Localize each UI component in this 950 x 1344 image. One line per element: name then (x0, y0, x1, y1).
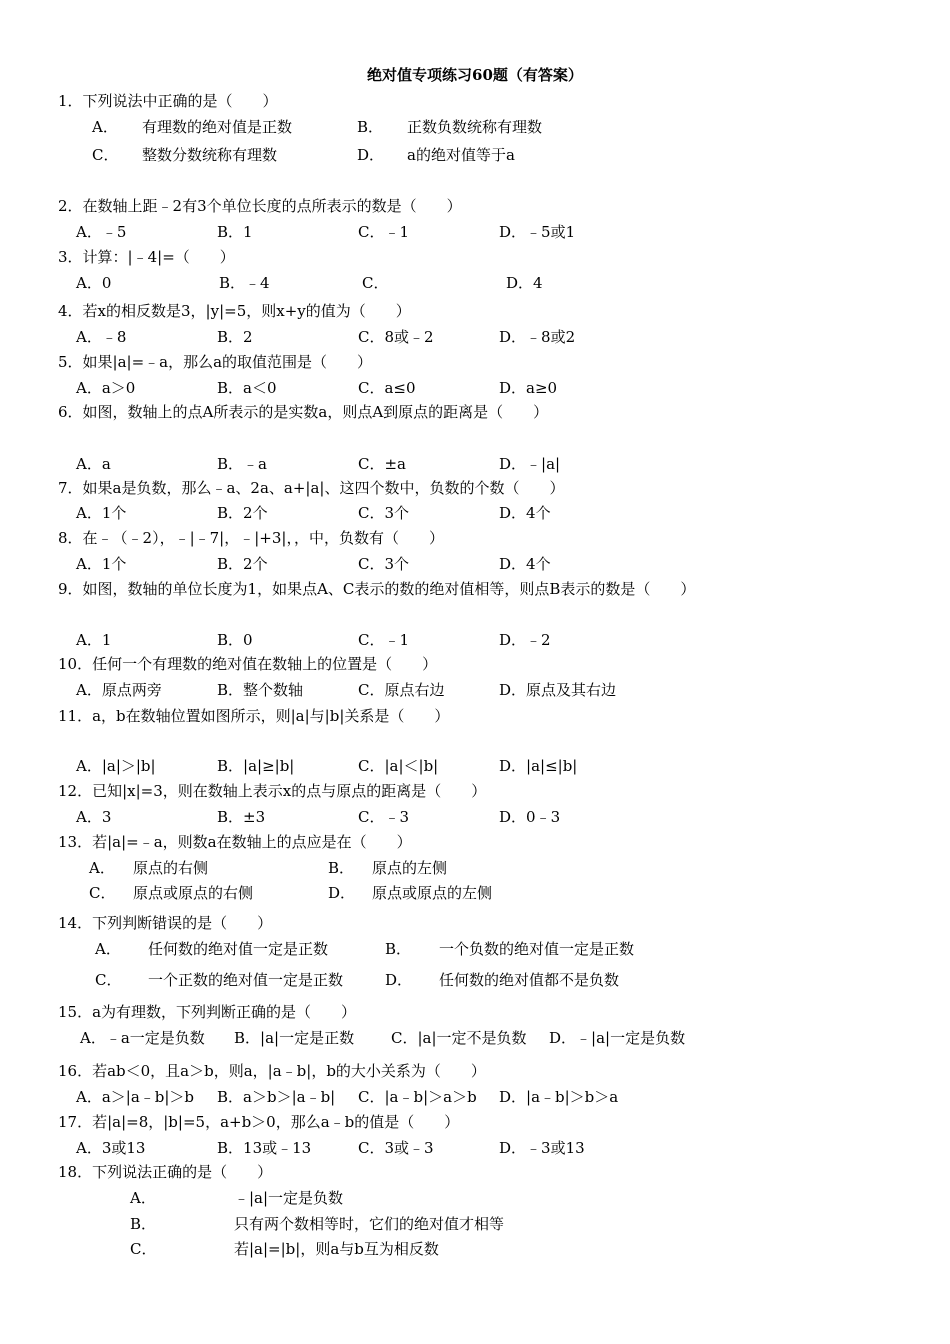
q16-option-d: D．|a﹣b|＞b＞a (499, 1088, 619, 1106)
q17-option-d: D．﹣3或13 (499, 1139, 585, 1157)
q17-option-b: B．13或﹣13 (217, 1139, 312, 1157)
q2-option-b: B．1 (217, 223, 253, 241)
q15-option-b: B．|a|一定是正数 (234, 1029, 355, 1047)
q17-option-c: C．3或﹣3 (358, 1139, 434, 1157)
q4-option-c: C．8或﹣2 (358, 328, 434, 346)
q2-option-c: C．﹣1 (358, 223, 410, 241)
question-11-stem: 11．a，b在数轴位置如图所示，则|a|与|b|关系是（ ） (58, 707, 450, 725)
question-10-stem: 10．任何一个有理数的绝对值在数轴上的位置是（ ） (58, 655, 438, 673)
q14-option-c-label: C． (95, 971, 122, 989)
question-9-stem: 9．如图，数轴的单位长度为1，如果点A、C表示的数的绝对值相等，则点B表示的数是（ ） (58, 580, 696, 598)
q17-option-a: A．3或13 (76, 1139, 146, 1157)
q14-option-b-label: B． (385, 940, 412, 958)
q5-option-b: B．a＜0 (217, 379, 277, 397)
q14-option-d-text: 任何数的绝对值都不是负数 (439, 971, 620, 989)
q1-option-a-label: A． (92, 118, 118, 136)
q16-option-c: C．|a﹣b|＞a＞b (358, 1088, 477, 1106)
q10-option-c: C．原点右边 (358, 681, 445, 699)
q7-option-b: B．2个 (217, 504, 268, 522)
q14-option-d-label: D． (385, 971, 413, 989)
question-17-stem: 17．若|a|=8，|b|=5，a+b＞0，那么a﹣b的值是（ ） (58, 1113, 460, 1131)
q12-option-c: C．﹣3 (358, 808, 410, 826)
q9-option-d: D．﹣2 (499, 631, 551, 649)
q13-option-a-label: A． (89, 859, 115, 877)
q6-option-d: D．﹣|a| (499, 455, 561, 473)
q6-option-b: B．﹣a (217, 455, 267, 473)
question-4-stem: 4．若x的相反数是3，|y|=5，则x+y的值为（ ） (58, 302, 411, 320)
q1-option-b-text: 正数负数统称有理数 (407, 118, 543, 136)
q2-option-d: D．﹣5或1 (499, 223, 576, 241)
question-6-stem: 6．如图，数轴上的点A所表示的是实数a，则点A到原点的距离是（ ） (58, 403, 549, 421)
q2-option-a: A．﹣5 (76, 223, 127, 241)
q11-option-c: C．|a|＜|b| (358, 757, 439, 775)
document-title: 绝对值专项练习60题（有答案） (367, 66, 583, 84)
question-13-stem: 13．若|a|=﹣a，则数a在数轴上的点应是在（ ） (58, 833, 412, 851)
q1-option-b-label: B． (357, 118, 384, 136)
q10-option-d: D．原点及其右边 (499, 681, 617, 699)
q1-option-d-label: D． (357, 146, 385, 164)
q1-option-a-text: 有理数的绝对值是正数 (142, 118, 293, 136)
question-18-stem: 18．下列说法正确的是（ ） (58, 1163, 273, 1181)
question-16-stem: 16．若ab＜0，且a＞b，则a，|a﹣b|，b的大小关系为（ ） (58, 1062, 486, 1080)
q10-option-a: A．原点两旁 (76, 681, 162, 699)
question-14-stem: 14．下列判断错误的是（ ） (58, 914, 273, 932)
q13-option-d-text: 原点或原点的左侧 (372, 884, 493, 902)
q8-option-b: B．2个 (217, 555, 268, 573)
question-3-stem: 3．计算：|﹣4|=（ ） (58, 248, 235, 266)
q14-option-c-text: 一个正数的绝对值一定是正数 (148, 971, 344, 989)
q16-option-b: B．a＞b＞|a﹣b| (217, 1088, 336, 1106)
question-12-stem: 12．已知|x|=3，则在数轴上表示x的点与原点的距离是（ ） (58, 782, 487, 800)
q5-option-d: D．a≥0 (499, 379, 558, 397)
q18-option-c-label: C． (130, 1240, 157, 1258)
q14-option-a-text: 任何数的绝对值一定是正数 (148, 940, 329, 958)
q4-option-b: B．2 (217, 328, 253, 346)
q9-option-a: A．1 (76, 631, 112, 649)
q7-option-d: D．4个 (499, 504, 551, 522)
q1-option-c-text: 整数分数统称有理数 (142, 146, 278, 164)
question-5-stem: 5．如果|a|=﹣a，那么a的取值范围是（ ） (58, 353, 373, 371)
q8-option-a: A．1个 (76, 555, 127, 573)
q11-option-a: A．|a|＞|b| (76, 757, 156, 775)
q13-option-c-label: C． (89, 884, 116, 902)
question-8-stem: 8．在﹣（﹣2），﹣|﹣7|，﹣|+3|，，中，负数有（ ） (58, 529, 444, 547)
q1-option-d-text: a的绝对值等于a (407, 146, 515, 164)
q13-option-d-label: D． (328, 884, 356, 902)
q18-option-b-text: 只有两个数相等时，它们的绝对值才相等 (234, 1215, 505, 1233)
q16-option-a: A．a＞|a﹣b|＞b (76, 1088, 195, 1106)
q18-option-b-label: B． (130, 1215, 157, 1233)
q11-option-b: B．|a|≥|b| (217, 757, 295, 775)
q14-option-a-label: A． (95, 940, 121, 958)
q3-option-a: A．0 (76, 274, 112, 292)
q13-option-b-label: B． (328, 859, 355, 877)
q3-option-d: D．4 (506, 274, 543, 292)
q14-option-b-text: 一个负数的绝对值一定是正数 (439, 940, 635, 958)
q10-option-b: B．整个数轴 (217, 681, 304, 699)
q6-option-c: C．±a (358, 455, 406, 473)
q15-option-d: D．﹣|a|一定是负数 (549, 1029, 686, 1047)
q15-option-a: A．﹣a一定是负数 (80, 1029, 205, 1047)
question-7-stem: 7．如果a是负数，那么﹣a、2a、a+|a|、这四个数中，负数的个数（ ） (58, 479, 565, 497)
q11-option-d: D．|a|≤|b| (499, 757, 578, 775)
q13-option-b-text: 原点的左侧 (372, 859, 448, 877)
q18-option-a-label: A． (130, 1189, 156, 1207)
q1-option-c-label: C． (92, 146, 119, 164)
q7-option-c: C．3个 (358, 504, 410, 522)
q18-option-a-text: ﹣|a|一定是负数 (234, 1189, 344, 1207)
q15-option-c: C．|a|一定不是负数 (391, 1029, 527, 1047)
q5-option-c: C．a≤0 (358, 379, 416, 397)
question-2-stem: 2．在数轴上距﹣2有3个单位长度的点所表示的数是（ ） (58, 197, 462, 215)
q13-option-a-text: 原点的右侧 (133, 859, 209, 877)
q3-option-c: C． (362, 274, 389, 292)
q12-option-d: D．0﹣3 (499, 808, 561, 826)
q5-option-a: A．a＞0 (76, 379, 136, 397)
q3-option-b: B．﹣4 (219, 274, 270, 292)
q8-option-c: C．3个 (358, 555, 410, 573)
q13-option-c-text: 原点或原点的右侧 (133, 884, 254, 902)
q6-option-a: A．a (76, 455, 111, 473)
q12-option-a: A．3 (76, 808, 112, 826)
question-15-stem: 15．a为有理数，下列判断正确的是（ ） (58, 1003, 357, 1021)
q9-option-c: C．﹣1 (358, 631, 410, 649)
q7-option-a: A．1个 (76, 504, 127, 522)
q18-option-c-text: 若|a|=|b|，则a与b互为相反数 (234, 1240, 439, 1258)
q12-option-b: B．±3 (217, 808, 266, 826)
q4-option-d: D．﹣8或2 (499, 328, 576, 346)
q9-option-b: B．0 (217, 631, 253, 649)
q4-option-a: A．﹣8 (76, 328, 127, 346)
question-1-stem: 1．下列说法中正确的是（ ） (58, 92, 278, 110)
q8-option-d: D．4个 (499, 555, 551, 573)
